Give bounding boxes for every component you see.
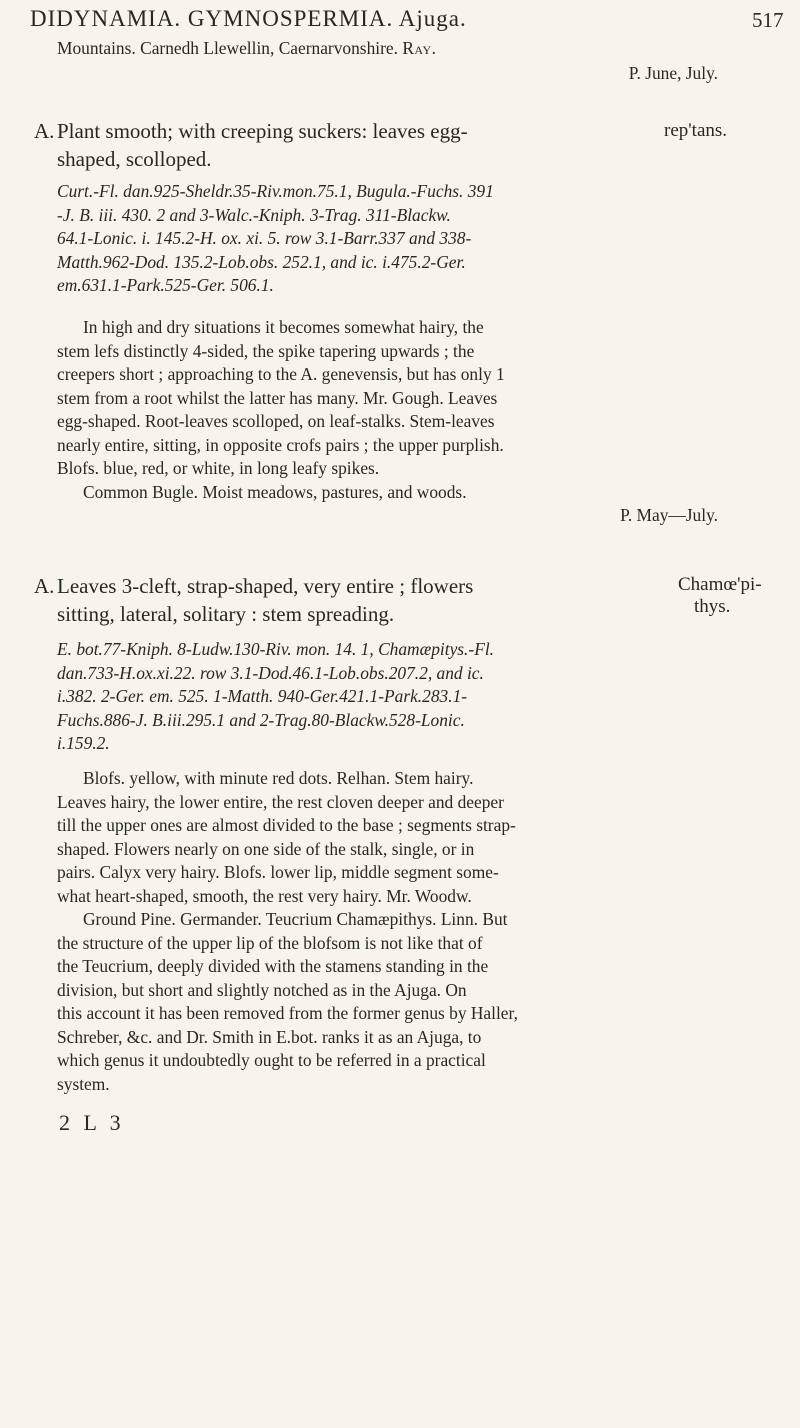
- chamaepitys-diagnosis: [57, 572, 657, 628]
- chamaepitys-diagnosis-line: Leaves 3-cleft, strap-shaped, very entire ; flowers: [57, 574, 474, 598]
- preceding-flowering: P. June, July.: [628, 63, 718, 83]
- locality-authority: Ray.: [402, 38, 437, 58]
- reptans-flowering: P. May—July.: [620, 505, 718, 525]
- chamaepitys-species-name: [678, 574, 762, 618]
- reference-line: -J. B. iii. 430. 2 and 3-Walc.-Kniph. 3-Trag. 311-Blackw.: [57, 204, 451, 225]
- description-line: till the upper ones are almost divided to the base ; segments strap-: [57, 815, 516, 835]
- reference-line: Fuchs.886-J. B.iii.295.1 and 2-Trag.80-Blackw.528-Lonic.: [57, 709, 465, 730]
- locality-text: Mountains. Carnedh Llewellin, Caernarvonshire.: [57, 38, 398, 58]
- reference-line: em.631.1-Park.525-Ger. 506.1.: [57, 275, 274, 295]
- preceding-locality: [57, 37, 737, 61]
- reference-line: E. bot.77-Kniph. 8-Ludw.130-Riv. mon. 14. 1, Chamæpitys.-Fl.: [57, 639, 494, 659]
- description-line: which genus it undoubtedly ought to be referred in a practical: [57, 1050, 486, 1070]
- description-line: creepers short ; approaching to the A. genevensis, but has only 1: [57, 364, 505, 384]
- description-line: the Teucrium, deeply divided with the stamens standing in the: [57, 956, 489, 976]
- reptans-description: [57, 316, 747, 504]
- species-name-line: thys.: [694, 596, 731, 617]
- reptans-diagnosis-line: Plant smooth; with creeping suckers: leaves egg-: [57, 119, 468, 143]
- description-line: pairs. Calyx very hairy. Blofs. lower lip, middle segment some-: [57, 862, 499, 882]
- description-line: nearly entire, sitting, in opposite crofs pairs ; the upper purplish.: [57, 434, 504, 455]
- description-line: the structure of the upper lip of the blofsom is not like that of: [57, 932, 483, 953]
- description-line: Blofs. yellow, with minute red dots. Relhan. Stem hairy.: [83, 768, 474, 788]
- description-line: Schreber, &c. and Dr. Smith in E.bot. ranks it as an Ajuga, to: [57, 1026, 482, 1047]
- reptans-diagnosis-line: shaped, scolloped.: [57, 147, 212, 171]
- description-line: Leaves hairy, the lower entire, the rest cloven deeper and deeper: [57, 791, 504, 812]
- reference-line: i.159.2.: [57, 733, 110, 753]
- description-line: shaped. Flowers nearly on one side of the stalk, single, or in: [57, 838, 475, 859]
- reference-line: Curt.-Fl. dan.925-Sheldr.35-Riv.mon.75.1, Bugula.-Fuchs. 391: [57, 181, 494, 201]
- chamaepitys-description: [57, 767, 747, 1096]
- description-line: division, but short and slightly notched as in the Ajuga. On: [57, 979, 467, 1000]
- description-line: Blofs. blue, red, or white, in long leafy spikes.: [57, 458, 380, 478]
- description-line: what heart-shaped, smooth, the rest very hairy. Mr. Woodw.: [57, 885, 472, 906]
- description-line: In high and dry situations it becomes somewhat hairy, the: [83, 317, 484, 337]
- description-line: Ground Pine. Germander. Teucrium Chamæpithys. Linn. But: [83, 909, 508, 929]
- reptans-references: [57, 180, 747, 298]
- description-line: stem lefs distinctly 4-sided, the spike tapering upwards ; the: [57, 340, 475, 361]
- description-line: this account it has been removed from the former genus by Haller,: [57, 1003, 518, 1023]
- running-title: DIDYNAMIA. GYMNOSPERMIA. Ajuga.: [30, 6, 467, 31]
- reference-line: dan.733-H.ox.xi.22. row 3.1-Dod.46.1-Lob.obs.207.2, and ic.: [57, 662, 484, 683]
- reptans-letter: A.: [34, 119, 55, 143]
- description-line: stem from a root whilst the latter has many. Mr. Gough. Leaves: [57, 387, 498, 408]
- chamaepitys-references: [57, 638, 747, 756]
- reference-line: Matth.962-Dod. 135.2-Lob.obs. 252.1, and ic. i.475.2-Ger.: [57, 251, 466, 272]
- chamaepitys-letter: A.: [34, 574, 55, 598]
- page-number: 517: [752, 8, 784, 32]
- signature-mark: 2 L 3: [59, 1110, 125, 1135]
- reptans-species-name: rep'tans.: [664, 120, 728, 141]
- description-line: Common Bugle. Moist meadows, pastures, and woods.: [83, 481, 467, 502]
- reference-line: 64.1-Lonic. i. 145.2-H. ox. xi. 5. row 3.1-Barr.337 and 338-: [57, 228, 472, 248]
- reference-line: i.382. 2-Ger. em. 525. 1-Matth. 940-Ger.421.1-Park.283.1-: [57, 686, 468, 706]
- reptans-diagnosis: [57, 117, 657, 173]
- chamaepitys-diagnosis-line: sitting, lateral, solitary : stem spreading.: [57, 602, 395, 626]
- description-line: system.: [57, 1073, 110, 1094]
- description-line: egg-shaped. Root-leaves scolloped, on leaf-stalks. Stem-leaves: [57, 411, 495, 431]
- species-name-line: Chamœ'pi-: [678, 574, 762, 595]
